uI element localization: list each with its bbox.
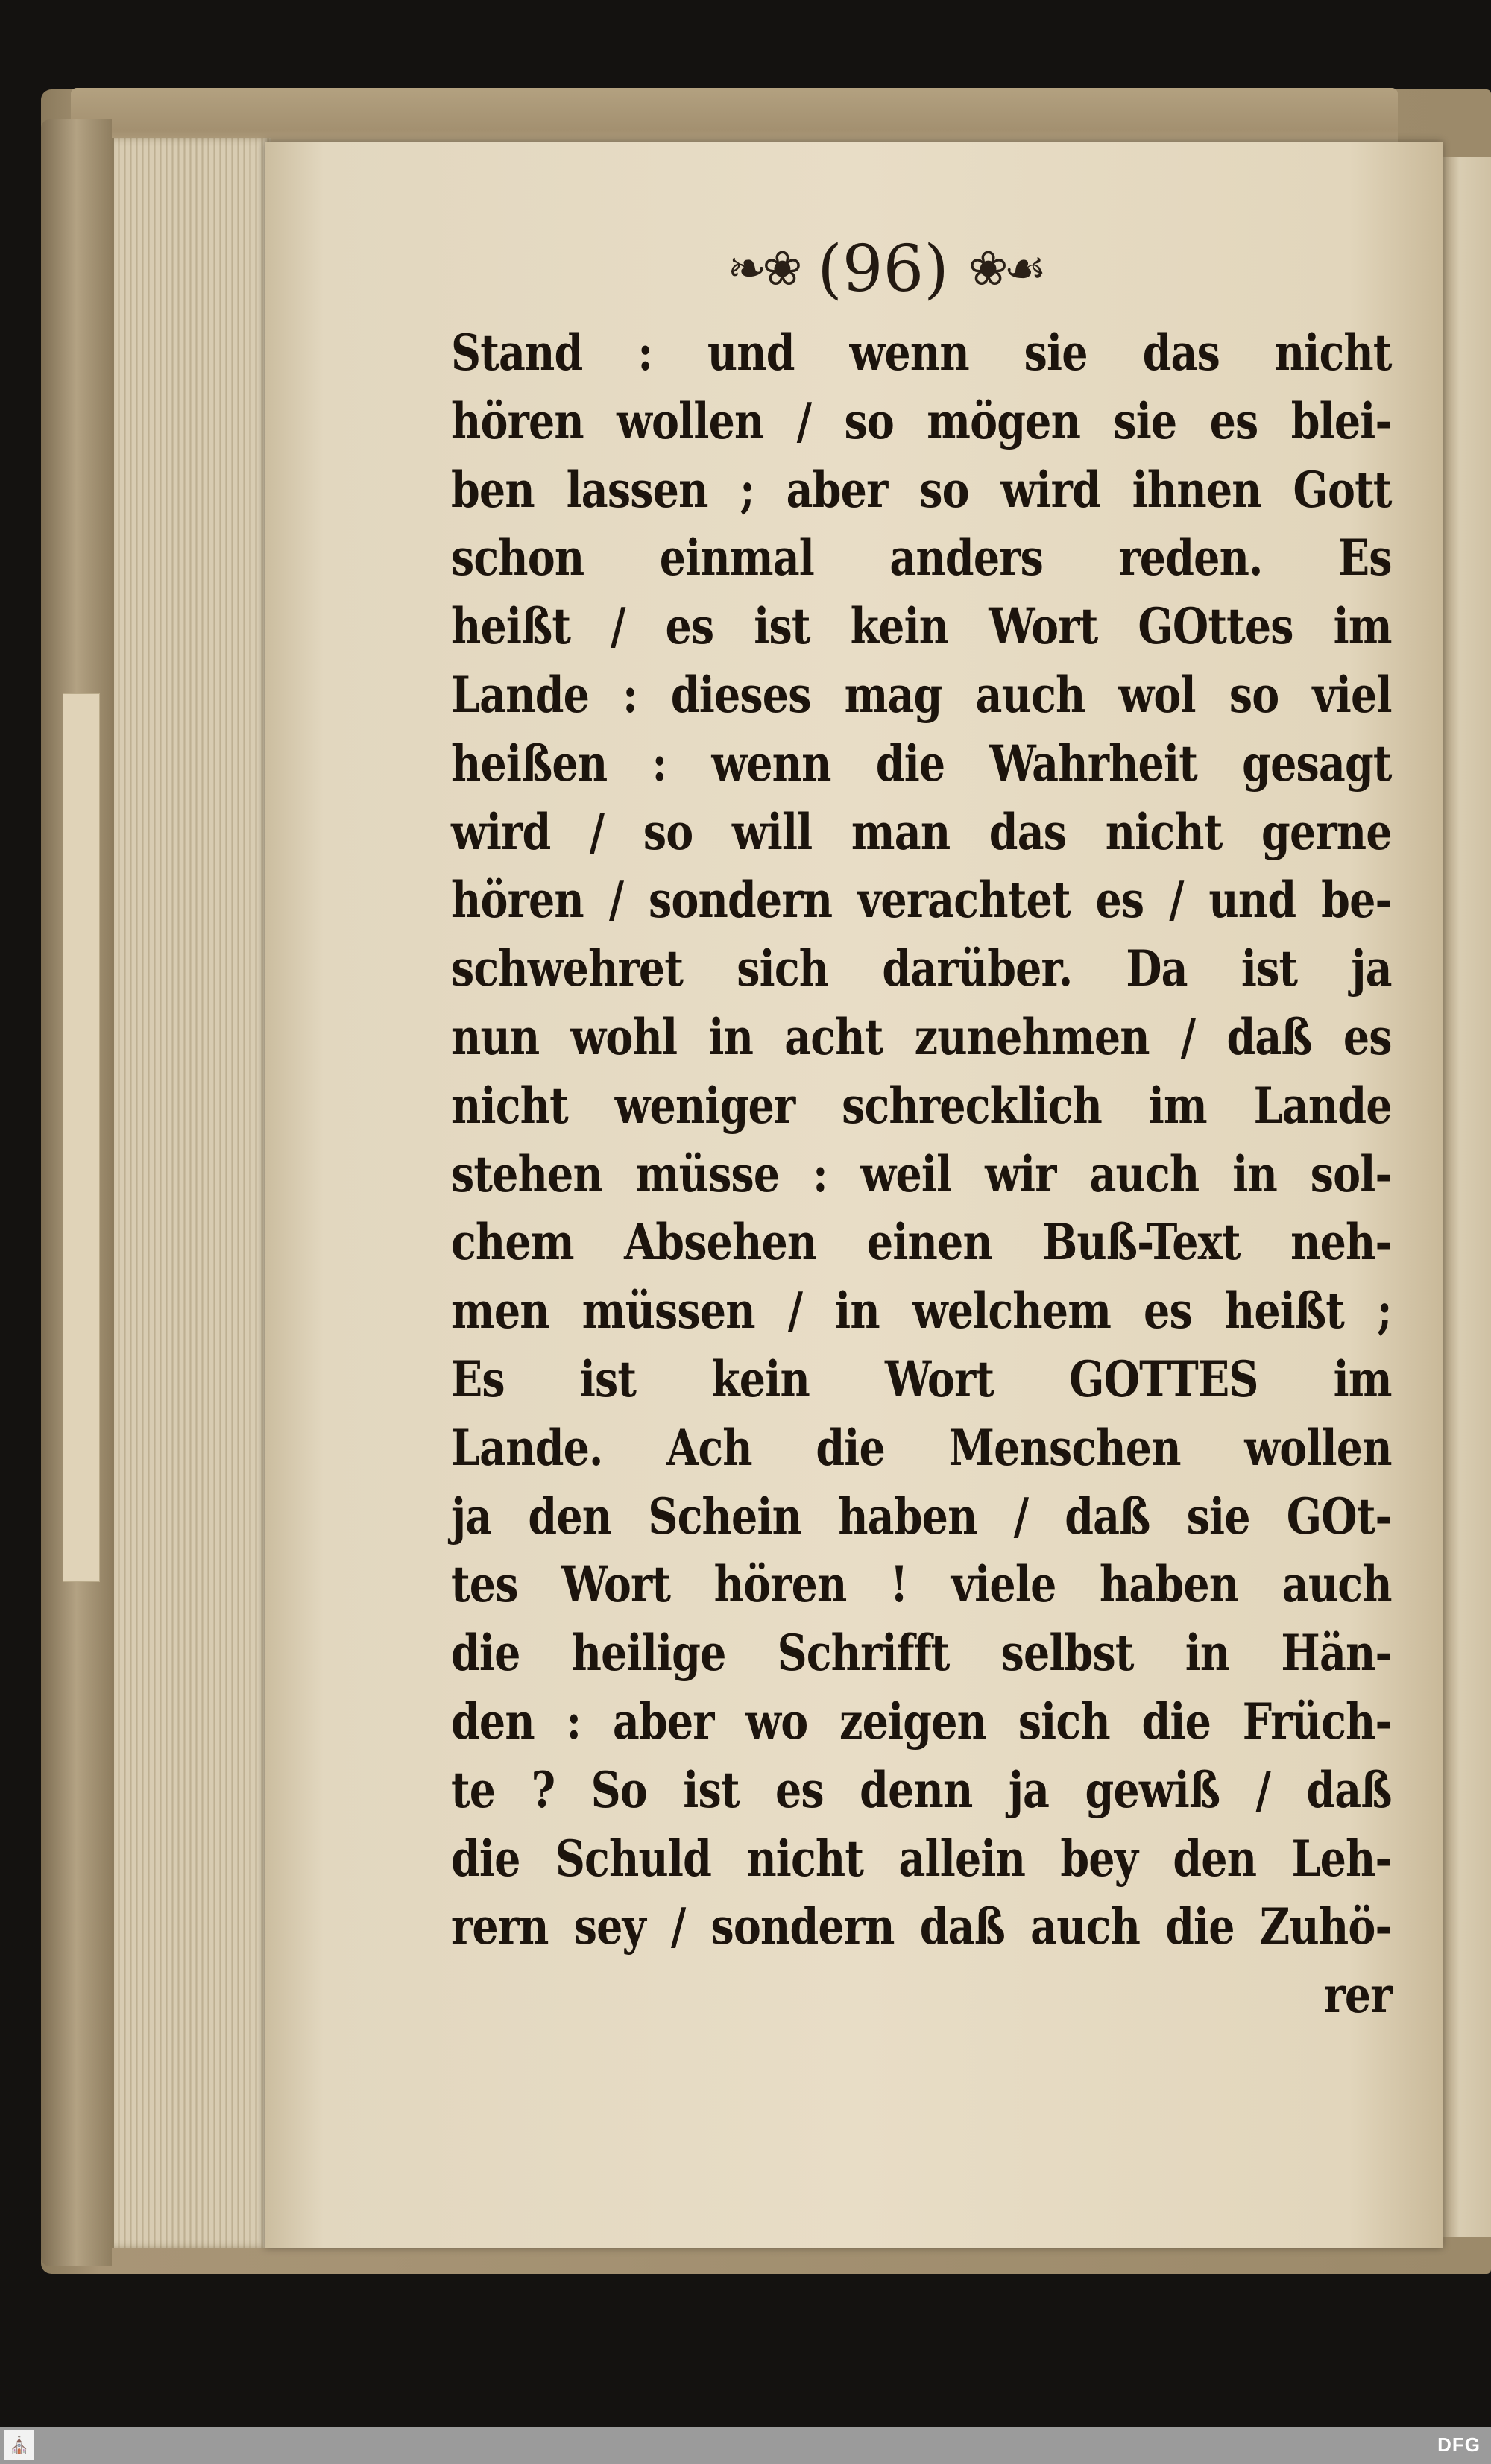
text-line: ja den Schein haben / daß sie GOt- [451, 1487, 1392, 1545]
text-line: heißen : wenn die Wahrheit gesagt [451, 734, 1392, 793]
page-number: (96) [817, 232, 949, 306]
ornament-left-icon: ❧❀ [727, 242, 798, 297]
text-line: heißt / es ist kein Wort GOttes im [451, 597, 1392, 656]
text-line: den : aber wo zeigen sich die Früch- [451, 1692, 1392, 1751]
text-line: hören wollen / so mögen sie es blei- [451, 391, 1392, 450]
text-line: Lande. Ach die Menschen wollen [451, 1418, 1392, 1477]
library-logo-icon: ⛪ [4, 2430, 34, 2460]
text-line: tes Wort hören ! viele haben auch [451, 1555, 1392, 1614]
text-line: chem Absehen einen Buß-Text neh- [451, 1213, 1392, 1272]
text-line: Stand : und wenn sie das nicht [451, 324, 1392, 382]
page-edges [112, 138, 271, 2248]
catchword: rer [1323, 1966, 1392, 2025]
text-line: wird / so will man das nicht gerne [451, 802, 1392, 861]
text-line: stehen müsse : weil wir auch in sol- [451, 1144, 1392, 1203]
text-line: rern sey / sondern daß auch die Zuhö- [451, 1897, 1392, 1956]
text-line: Lande : dieses mag auch wol so viel [451, 665, 1392, 724]
facing-page-edge [1443, 157, 1491, 2237]
dfg-logo: DFG [1437, 2433, 1481, 2456]
text-line: die heilige Schrifft selbst in Hän- [451, 1624, 1392, 1683]
text-line: die Schuld nicht allein bey den Leh- [451, 1829, 1392, 1888]
text-line: schon einmal anders reden. Es [451, 529, 1392, 587]
viewer-footer-bar [0, 2427, 1491, 2464]
text-line: schwehret sich darüber. Da ist ja [451, 939, 1392, 998]
text-line: ben lassen ; aber so wird ihnen Gott [451, 460, 1392, 519]
text-line: men müssen / in welchem es heißt ; [451, 1282, 1392, 1340]
text-line: Es ist kein Wort GOTTES im [451, 1349, 1392, 1408]
ornament-right-icon: ❀☙ [968, 242, 1042, 297]
text-line: nicht weniger schrecklich im Lande [451, 1076, 1392, 1135]
page-text [451, 319, 1392, 2030]
text-line: te ? So ist es denn ja gewiß / daß [451, 1760, 1392, 1819]
text-line: nun wohl in acht zunehmen / daß es [451, 1007, 1392, 1066]
text-line: hören / sondern verachtet es / und be- [451, 871, 1392, 930]
paper-slip [63, 693, 100, 1582]
page-header [727, 232, 1042, 306]
